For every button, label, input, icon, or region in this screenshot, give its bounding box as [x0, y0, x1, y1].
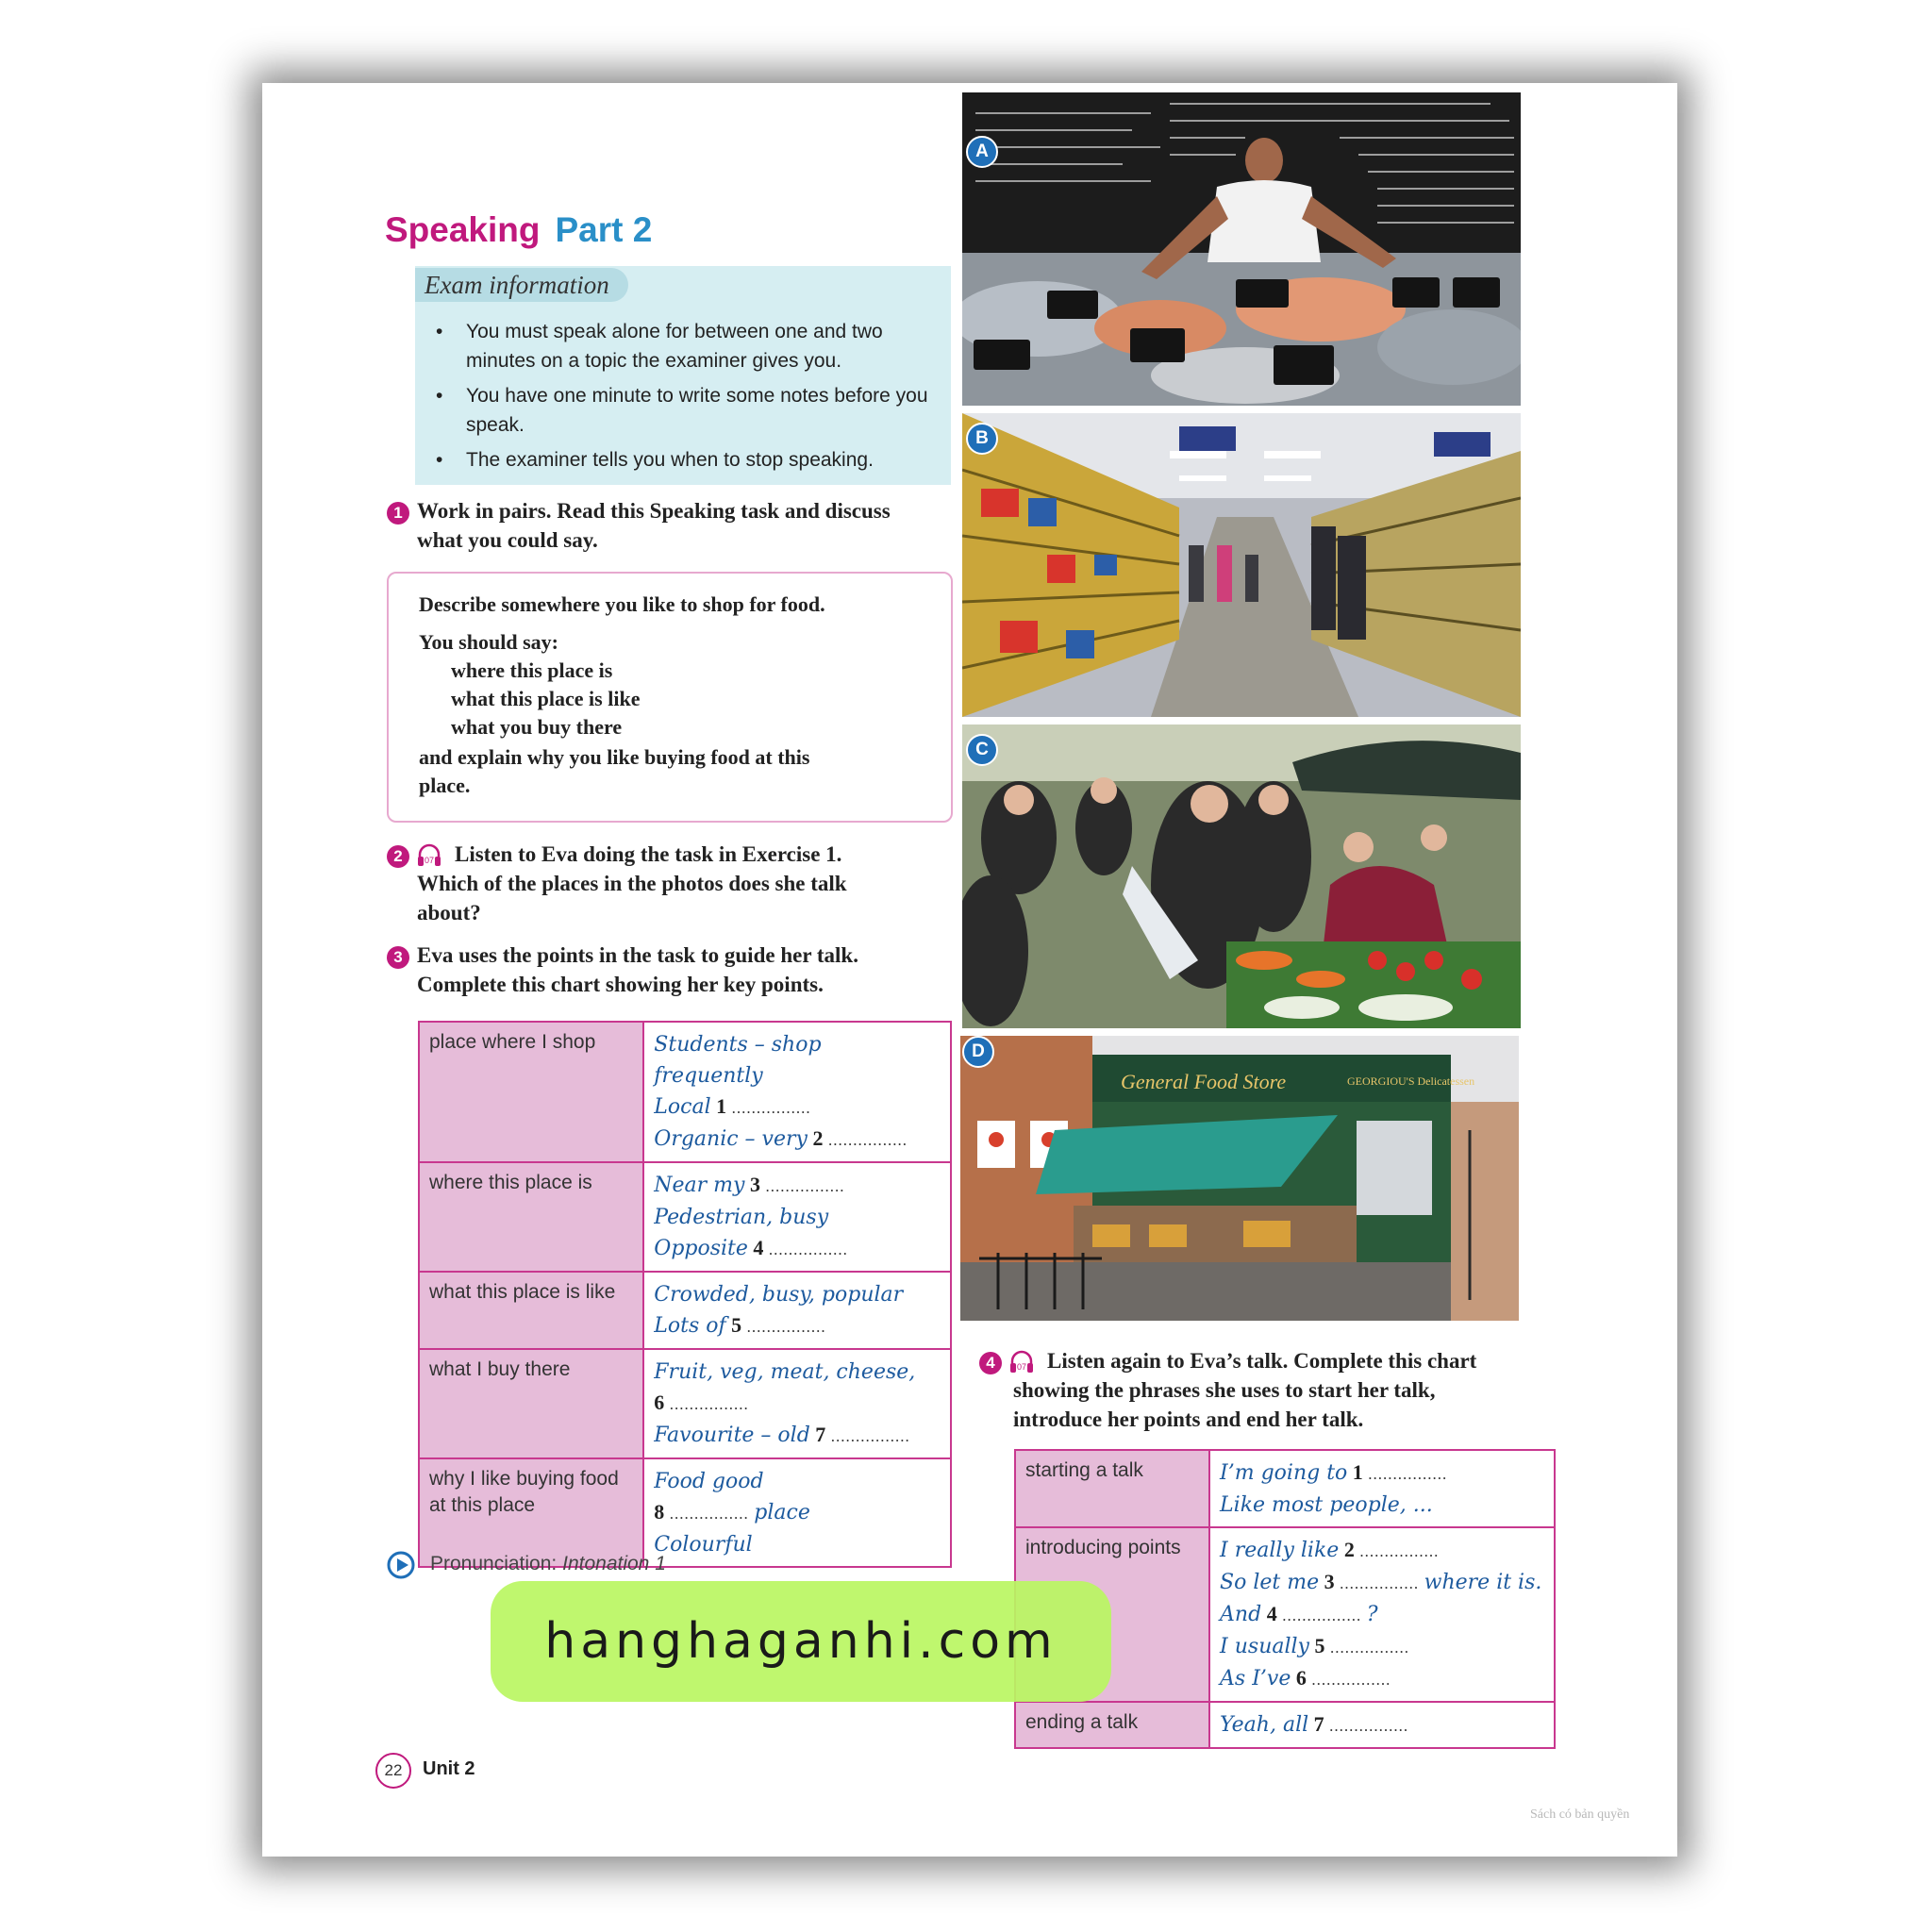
key-points-chart: [418, 1021, 952, 1568]
handwritten-note: Favourite – old: [654, 1424, 810, 1447]
store-sign-left: General Food Store: [1121, 1070, 1287, 1093]
chart-row-label: why I like buying food at this place: [419, 1458, 643, 1567]
task-line: what you buy there: [451, 715, 623, 739]
chart-row: [1015, 1702, 1555, 1748]
handwritten-note: frequently: [654, 1064, 763, 1088]
note-line: [654, 1124, 941, 1156]
chart-row-label: place where I shop: [419, 1022, 643, 1162]
handwritten-note: Colourful: [654, 1533, 753, 1557]
handwritten-note: Near my: [654, 1174, 745, 1197]
answer-gap[interactable]: ................: [1282, 1607, 1362, 1624]
gap-number: 2: [1343, 1538, 1355, 1561]
exercise-2-line: Which of the places in the photos does she talk: [417, 872, 847, 895]
supermarket-photo: [962, 413, 1521, 717]
audio-track-number: 07: [424, 856, 435, 865]
exercise-3-number: 3: [387, 946, 409, 969]
page-number: 22: [375, 1753, 411, 1789]
food-store-photo: [960, 1036, 1519, 1321]
note-line: [1220, 1535, 1544, 1567]
gap-number: 8: [654, 1500, 665, 1524]
chart-row-notes: [643, 1349, 951, 1458]
gap-number: 1: [1352, 1460, 1363, 1484]
note-line: [654, 1029, 941, 1060]
handwritten-note: I really like: [1220, 1539, 1340, 1562]
answer-gap[interactable]: ................: [768, 1241, 848, 1258]
answer-gap[interactable]: ................: [746, 1318, 826, 1336]
handwritten-note: I usually: [1220, 1635, 1309, 1658]
note-line: [1220, 1567, 1544, 1599]
chart-row: [419, 1022, 951, 1162]
note-line: [1220, 1709, 1544, 1741]
handwritten-note: Lots of: [654, 1314, 726, 1338]
task-line: and explain why you like buying food at this: [419, 745, 810, 769]
chart-row-notes: [643, 1022, 951, 1162]
fish-market-photo: [962, 92, 1521, 406]
handwritten-note: Like most people, ...: [1220, 1493, 1433, 1517]
note-line: [1220, 1663, 1544, 1695]
note-line: [654, 1497, 941, 1529]
note-line: [654, 1388, 941, 1420]
chart-row-label: what this place is like: [419, 1272, 643, 1349]
photo-label-a: A: [966, 136, 998, 168]
note-line: [1220, 1490, 1544, 1521]
handwritten-note: Organic – very: [654, 1127, 808, 1151]
note-line: [654, 1466, 941, 1497]
gap-number: 4: [753, 1236, 764, 1259]
handwritten-note: place: [754, 1501, 810, 1524]
task-line: where this place is: [451, 658, 613, 682]
audio-track-number: 07: [1016, 1362, 1027, 1372]
chart-row: [419, 1272, 951, 1349]
exercise-2-number: 2: [387, 845, 409, 868]
exercise-3-line: Complete this chart showing her key points.: [417, 973, 824, 996]
textbook-page: [262, 83, 1677, 1857]
exercise-4-number: 4: [979, 1352, 1002, 1374]
answer-gap[interactable]: ................: [830, 1427, 910, 1445]
pronunciation-topic: Intonation 1: [562, 1553, 666, 1574]
page-title: [385, 210, 652, 250]
handwritten-note: Fruit, veg, meat, cheese,: [654, 1360, 916, 1384]
gap-number: 5: [731, 1313, 742, 1337]
unit-label: Unit 2: [423, 1758, 475, 1779]
headphones-icon[interactable]: [1008, 1348, 1036, 1376]
exam-bullet: • You have one minute to write some notes before you speak.: [425, 381, 949, 440]
exercise-1-number: 1: [387, 502, 409, 525]
note-line: [1220, 1457, 1544, 1490]
gap-number: 4: [1266, 1602, 1277, 1625]
chart-row-label: ending a talk: [1015, 1702, 1209, 1748]
note-line: [654, 1529, 941, 1560]
watermark-banner: hanghaganhi.com: [491, 1581, 1111, 1702]
chart-row-notes: [1209, 1450, 1555, 1527]
task-line: place.: [419, 774, 471, 797]
note-line: [654, 1420, 941, 1452]
chart-row-notes: [643, 1272, 951, 1349]
note-line: [654, 1060, 941, 1091]
task-line: You should say:: [419, 630, 558, 654]
pronunciation-link[interactable]: [430, 1553, 666, 1575]
photo-a-fish-market: [962, 92, 1521, 406]
chart-row-notes: [643, 1458, 951, 1567]
handwritten-note: Yeah, all: [1220, 1713, 1309, 1737]
pronunciation-label: Pronunciation:: [430, 1553, 558, 1574]
chart-row-notes: [1209, 1702, 1555, 1748]
handwritten-note: Students – shop: [654, 1033, 822, 1057]
handwritten-note: As I’ve: [1220, 1667, 1291, 1690]
note-line: [1220, 1599, 1544, 1631]
speaking-task-card: [387, 572, 953, 823]
photo-label-d: D: [962, 1036, 994, 1068]
title-part: Part 2: [555, 210, 653, 249]
store-sign-right: GEORGIOU'S Delicatessen: [1347, 1074, 1475, 1088]
chart-row: [419, 1162, 951, 1272]
handwritten-note: Food good: [654, 1470, 764, 1493]
handwritten-note: Pedestrian, busy: [654, 1206, 829, 1229]
answer-gap[interactable]: ................: [1329, 1717, 1409, 1735]
task-line: what this place is like: [451, 687, 641, 710]
note-line: [654, 1279, 941, 1310]
exam-bullet: • You must speak alone for between one and two minutes on a topic the examiner gives you.: [425, 317, 949, 375]
chart-row-notes: [643, 1162, 951, 1272]
exercise-2-line: Listen to Eva doing the task in Exercise 1.: [455, 842, 842, 866]
note-line: [654, 1233, 941, 1265]
note-line: [654, 1310, 941, 1342]
copyright-note: Sách có bản quyền: [1530, 1807, 1630, 1822]
answer-gap[interactable]: ................: [1329, 1639, 1409, 1657]
chart-row: [419, 1458, 951, 1567]
handwritten-note: Opposite: [654, 1237, 748, 1260]
exam-information-heading: Exam information: [415, 268, 628, 302]
gap-number: 7: [815, 1423, 826, 1446]
answer-gap[interactable]: ................: [669, 1505, 749, 1523]
chart-row: [419, 1349, 951, 1458]
chart-row-label: starting a talk: [1015, 1450, 1209, 1527]
chart-row-label: what I buy there: [419, 1349, 643, 1458]
exercise-4-line: introduce her points and end her talk.: [1013, 1407, 1364, 1431]
exam-information-list: [425, 317, 949, 480]
gap-number: 7: [1313, 1712, 1324, 1736]
exercise-4-line: Listen again to Eva’s talk. Complete this chart: [1047, 1349, 1477, 1373]
photo-c-street-market: [962, 724, 1521, 1028]
answer-gap[interactable]: ................: [1340, 1574, 1420, 1592]
title-speaking: Speaking: [385, 210, 541, 249]
answer-gap[interactable]: ................: [731, 1099, 811, 1117]
street-market-photo: [962, 724, 1521, 1028]
answer-gap[interactable]: ................: [765, 1177, 845, 1195]
exercise-4-line: showing the phrases she uses to start her talk,: [1013, 1378, 1436, 1402]
chart-row-label: introducing points: [1015, 1527, 1209, 1702]
gap-number: 6: [1295, 1666, 1307, 1690]
note-line: [654, 1202, 941, 1233]
note-line: [654, 1170, 941, 1202]
handwritten-note: Local: [654, 1095, 711, 1119]
photo-label-b: B: [966, 423, 998, 455]
gap-number: 3: [749, 1173, 760, 1196]
gap-number: 5: [1314, 1634, 1325, 1657]
chart-row: [1015, 1450, 1555, 1527]
chart-row-notes: [1209, 1527, 1555, 1702]
answer-gap[interactable]: ................: [827, 1131, 908, 1149]
gap-number: 3: [1324, 1570, 1335, 1593]
gap-number: 1: [716, 1094, 727, 1118]
photo-b-supermarket: [962, 413, 1521, 717]
exercise-2-line: about?: [417, 901, 481, 924]
handwritten-note: So let me: [1220, 1571, 1320, 1594]
exam-bullet: • The examiner tells you when to stop speaking.: [425, 445, 949, 475]
task-line: Describe somewhere you like to shop for food.: [419, 592, 825, 616]
answer-gap[interactable]: ................: [1359, 1542, 1440, 1560]
chart-row-label: where this place is: [419, 1162, 643, 1272]
answer-gap[interactable]: ................: [669, 1395, 749, 1413]
photo-d-food-store: [960, 1036, 1519, 1321]
handwritten-note: And: [1220, 1603, 1262, 1626]
note-line: [1220, 1631, 1544, 1663]
gap-number: 6: [654, 1391, 665, 1414]
handwritten-note: where it is.: [1424, 1571, 1542, 1594]
handwritten-note: ?: [1366, 1603, 1378, 1626]
photo-label-c: C: [966, 734, 998, 766]
exercise-3-line: Eva uses the points in the task to guide her talk.: [417, 943, 858, 967]
handwritten-note: I’m going to: [1220, 1461, 1348, 1485]
note-line: [654, 1091, 941, 1124]
exercise-1-instruction: Work in pairs. Read this Speaking task and discuss what you could say.: [417, 499, 891, 552]
headphones-icon[interactable]: [415, 841, 443, 870]
play-arrow-icon[interactable]: [387, 1551, 415, 1579]
handwritten-note: Crowded, busy, popular: [654, 1283, 904, 1307]
note-line: [654, 1357, 941, 1388]
answer-gap[interactable]: ................: [1368, 1465, 1448, 1483]
answer-gap[interactable]: ................: [1311, 1671, 1391, 1689]
gap-number: 2: [812, 1126, 824, 1150]
